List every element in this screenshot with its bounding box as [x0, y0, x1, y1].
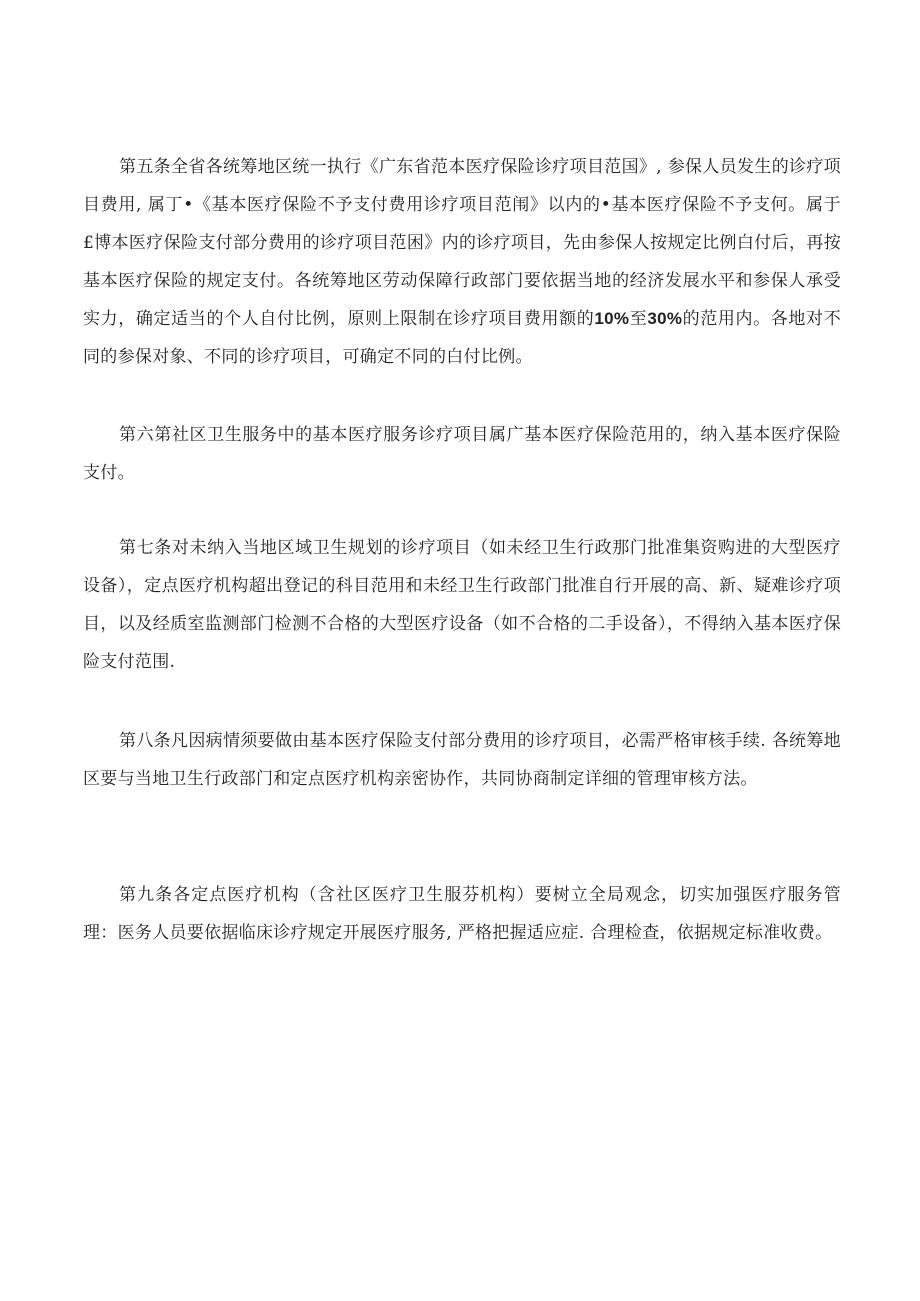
paragraph-spacer	[83, 492, 841, 529]
article-6-text: 第六第社区卫生服务中的基本医疗服务诊疗项目属广基本医疗保险范用的，纳入基本医疗保险支付。	[83, 425, 841, 483]
paragraph-spacer	[83, 798, 841, 876]
article-5-percent-low: 10%	[594, 309, 630, 328]
article-7-paragraph	[83, 529, 841, 681]
article-5-percent-high: 30%	[647, 309, 683, 328]
article-7-text: 第七条对未纳入当地区域卫生规划的诊疗项目（如未经卫生行政那门批准集资购进的大型医疗设备），定点医疗机构超出登记的科目范用和未经卫生行政部门批准自行开展的高、新、疑难诊疗项目，以及经质室监测部门检测不合格的大型医疗设备（如不合格的二手设备），不得纳入基本医疗保险支付范围.	[83, 538, 841, 672]
article-8-paragraph	[83, 722, 841, 798]
article-8-text: 第八条凡因病情须要做由基本医疗保险支付部分费用的诊疗项目，必需严格审核手续. 各统筹地区要与当地卫生行政部门和定点医疗机构亲密协作，共同协商制定详细的管理审核方法。	[83, 731, 841, 789]
article-6-paragraph	[83, 416, 841, 492]
document-page	[83, 148, 841, 952]
article-5-text-a: 第五条全省各统筹地区统一执行《广东省范本医疗保险诊疗项目范国》, 参保人员发生的诊疗项目费用, 属丁•《基本医疗保险不予支付费用诊疗项目范闱》以内的•基本医疗保险不予支何。属于£博本医疗保险支付部分费用的诊疗项目范困》内的诊疗项目，先由参保人按规定比例白付后，再按基本医疗保险的规定支付。各统筹地区劳动保障行政部门要依据当地的经济发展水平和参保人承受实力，确定适当的个人自付比例，原则上限制在诊疗项目费用额的	[83, 157, 841, 329]
paragraph-spacer	[83, 681, 841, 722]
article-5-text-c: 的范用内。各地对不同的参保对象、不同的诊疗项目，可确定不同的白付比例。	[83, 309, 841, 367]
article-9-text: 第九条各定点医疗机构（含社区医疗卫生服芬机构）要树立全局观念，切实加强医疗服务管理：医务人员要依据临床诊疗规定开展医疗服务, 严格把握适应症. 合理检查，依据规定标准收费。	[83, 885, 841, 943]
article-9-paragraph	[83, 876, 841, 952]
paragraph-spacer	[83, 376, 841, 416]
article-5-paragraph	[83, 148, 841, 376]
article-5-text-b: 至	[629, 309, 648, 329]
